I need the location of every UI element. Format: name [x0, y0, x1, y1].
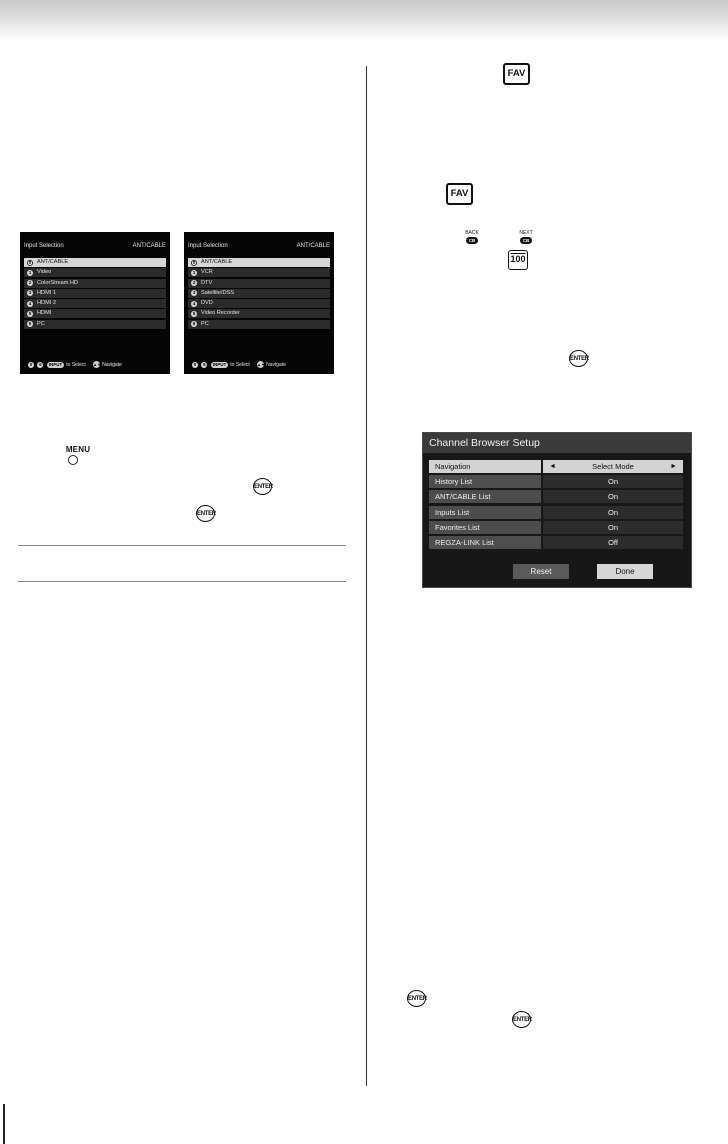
setting-value[interactable]: On [543, 506, 683, 519]
setting-value[interactable]: Off [543, 536, 683, 549]
input-number: 5 [192, 310, 196, 316]
enter-button-icon: ENTER [407, 990, 426, 1007]
setting-label: Favorites List [429, 521, 541, 534]
cb-label: CB [520, 237, 532, 244]
arrow-right-icon[interactable]: ► [670, 463, 677, 470]
enter-button-icon: ENTER [512, 1011, 531, 1028]
reset-button[interactable]: Reset [513, 564, 569, 579]
input-item[interactable] [24, 289, 166, 298]
key-6-icon: 6 [39, 361, 42, 367]
menu-circle-icon [68, 455, 78, 465]
input-label: Video [37, 269, 52, 276]
hundred-button-icon: 100 [508, 250, 528, 270]
input-item[interactable] [188, 268, 330, 277]
input-list [188, 258, 330, 330]
screen-title: Input Selection [188, 243, 228, 249]
input-item[interactable] [24, 299, 166, 308]
setting-row-favorites-list[interactable] [429, 521, 683, 534]
input-item[interactable] [24, 268, 166, 277]
fav-button-icon: FAV [503, 63, 530, 85]
arrow-left-icon[interactable]: ◄ [549, 463, 556, 470]
input-item[interactable] [24, 309, 166, 318]
input-label: Video Recorder [201, 310, 240, 317]
input-number: 0 [192, 259, 196, 265]
setting-label: Navigation [429, 460, 541, 473]
key-0-icon: 0 [29, 361, 33, 367]
input-label: HDMI [37, 310, 52, 317]
input-number: 4 [28, 300, 32, 306]
current-input: ANT/CABLE [296, 243, 330, 249]
input-key-icon: INPUT [212, 361, 227, 367]
setting-value[interactable] [543, 460, 683, 473]
input-list [24, 258, 166, 330]
screen-footer [192, 361, 330, 370]
input-selection-screen-2 [184, 232, 334, 374]
setting-label: ANT/CABLE List [429, 490, 541, 503]
screen-header [188, 243, 330, 253]
input-label: HDMI 2 [37, 300, 56, 307]
channel-browser-setup-panel [422, 432, 692, 588]
enter-button-icon: ENTER [196, 505, 215, 522]
select-hint: to Select [230, 362, 250, 368]
input-number: 0 [28, 259, 32, 265]
input-item[interactable] [188, 320, 330, 329]
input-item[interactable] [24, 320, 166, 329]
input-label: PC [37, 320, 45, 327]
input-label: ANT/CABLE [201, 259, 233, 265]
setting-row-regza-link-list[interactable] [429, 536, 683, 549]
input-label: VCR [201, 269, 213, 276]
page-edge-mark [3, 1104, 5, 1144]
input-item[interactable] [188, 258, 330, 267]
input-number: 4 [192, 300, 196, 306]
setting-row-inputs-list[interactable] [429, 506, 683, 519]
column-divider [366, 66, 367, 1086]
setting-label: Inputs List [429, 506, 541, 519]
settings-list [429, 460, 683, 551]
input-number: 3 [28, 290, 32, 296]
panel-title: Channel Browser Setup [423, 433, 691, 453]
setting-value[interactable]: On [543, 521, 683, 534]
screen-footer [28, 361, 166, 370]
input-number: 6 [28, 321, 32, 327]
input-label: DTV [201, 279, 213, 286]
navigate-hint: Navigate [102, 362, 122, 368]
input-label: ANT/CABLE [37, 259, 69, 265]
divider-line [18, 581, 346, 582]
setting-label: REGZA-LINK List [429, 536, 541, 549]
navigation-mode-value: Select Mode [592, 462, 634, 471]
menu-button-icon [63, 445, 93, 475]
input-number: 1 [28, 269, 32, 275]
setting-value[interactable]: On [543, 490, 683, 503]
input-number: 2 [28, 280, 32, 286]
input-label: HDMI 1 [37, 289, 56, 296]
next-label: NEXT [519, 230, 533, 236]
done-button[interactable]: Done [597, 564, 653, 579]
setting-label: History List [429, 475, 541, 488]
enter-button-icon: ENTER [253, 478, 272, 495]
cb-label: CB [466, 237, 478, 244]
navigate-arrows-icon: ▲▼ [93, 362, 102, 368]
setting-row-history-list[interactable] [429, 475, 683, 488]
screen-title: Input Selection [24, 243, 64, 249]
key-0-icon: 0 [193, 361, 197, 367]
setting-value[interactable]: On [543, 475, 683, 488]
divider-line [18, 545, 346, 546]
enter-button-icon: ENTER [569, 350, 588, 367]
back-label: BACK [465, 230, 479, 236]
input-key-icon: INPUT [48, 361, 63, 367]
setting-row-navigation[interactable] [429, 460, 683, 473]
input-number: 2 [192, 280, 196, 286]
input-number: 1 [192, 269, 196, 275]
header-bar [0, 0, 728, 40]
input-item[interactable] [188, 279, 330, 288]
input-label: ColorStream HD [37, 279, 79, 286]
current-input: ANT/CABLE [132, 243, 166, 249]
input-number: 6 [192, 321, 196, 327]
navigate-hint: Navigate [266, 362, 286, 368]
select-hint: to Select [66, 362, 86, 368]
input-item[interactable] [24, 258, 166, 267]
setting-row-ant-cable-list[interactable] [429, 490, 683, 503]
key-6-icon: 6 [203, 361, 206, 367]
input-item[interactable] [24, 279, 166, 288]
input-item[interactable] [188, 299, 330, 308]
input-label: Satellite/DSS [201, 289, 234, 296]
fav-button-icon: FAV [446, 183, 473, 205]
next-cb-button-icon [516, 230, 536, 244]
input-item[interactable] [188, 309, 330, 318]
menu-label: MENU [65, 445, 91, 454]
input-selection-screen-1 [20, 232, 170, 374]
screen-header [24, 243, 166, 253]
input-number: 5 [28, 310, 32, 316]
input-number: 3 [192, 290, 196, 296]
back-cb-button-icon [462, 230, 482, 244]
input-label: DVD [201, 300, 213, 307]
navigate-arrows-icon: ▲▼ [257, 362, 266, 368]
input-label: PC [201, 320, 209, 327]
input-item[interactable] [188, 289, 330, 298]
